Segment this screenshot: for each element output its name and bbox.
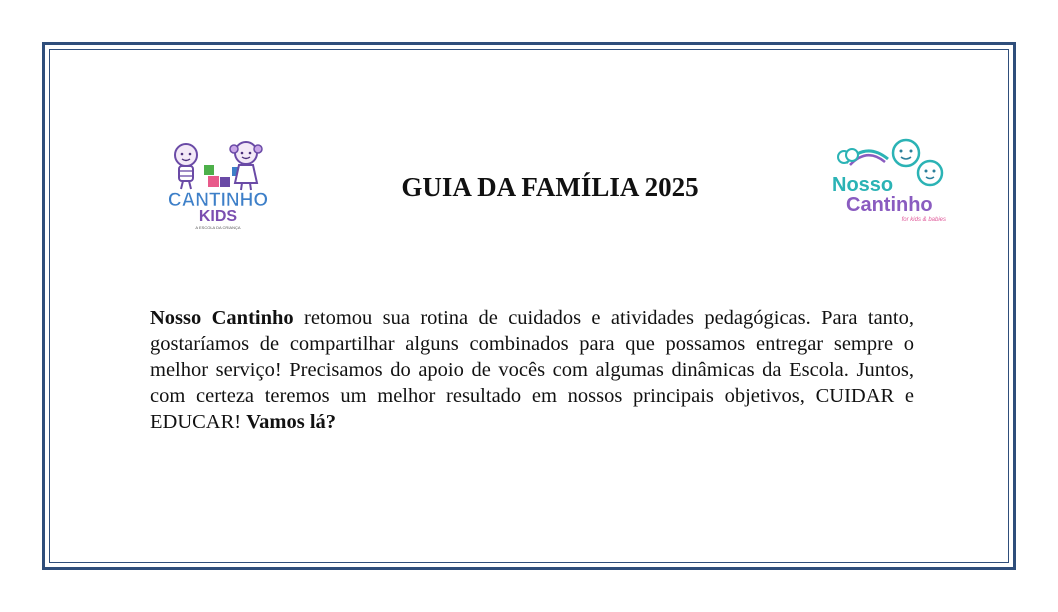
nosso-cantinho-line1: Nosso: [832, 174, 894, 196]
nosso-cantinho-tagline: for kids & babies: [901, 217, 946, 223]
intro-body: retomou sua rotina de cuidados e atividades pedagógicas. Para tanto, gostaríamos de compartilhar alguns combinados para que possamos entregar sempre o melhor serviço! Precisamos do apoio de vocês com algumas dinâmicas da Escola. Juntos, com certeza teremos um melhor resultado em nossos principais objetivos, CUIDAR e EDUCAR!: [150, 307, 914, 433]
kids-boy-icon: [175, 144, 197, 189]
cloud-icon: [838, 149, 858, 163]
nosso-cantinho-line2: Cantinho: [846, 194, 933, 216]
intro-closing: Vamos lá?: [246, 411, 337, 433]
cantinho-kids-line2: KIDS: [198, 208, 238, 225]
page-title: GUIA DA FAMÍLIA 2025: [401, 172, 699, 202]
cantinho-kids-logo: [148, 135, 288, 235]
cantinho-kids-line1: CANTINHO: [167, 190, 269, 211]
kids-girl-icon: [230, 142, 262, 190]
children-faces-icon: [893, 140, 942, 185]
cantinho-kids-tagline: A ESCOLA DA CRIANÇA: [195, 225, 241, 230]
nosso-cantinho-logo: [826, 133, 956, 228]
intro-lead: Nosso Cantinho: [150, 307, 294, 329]
intro-paragraph: [150, 305, 914, 435]
